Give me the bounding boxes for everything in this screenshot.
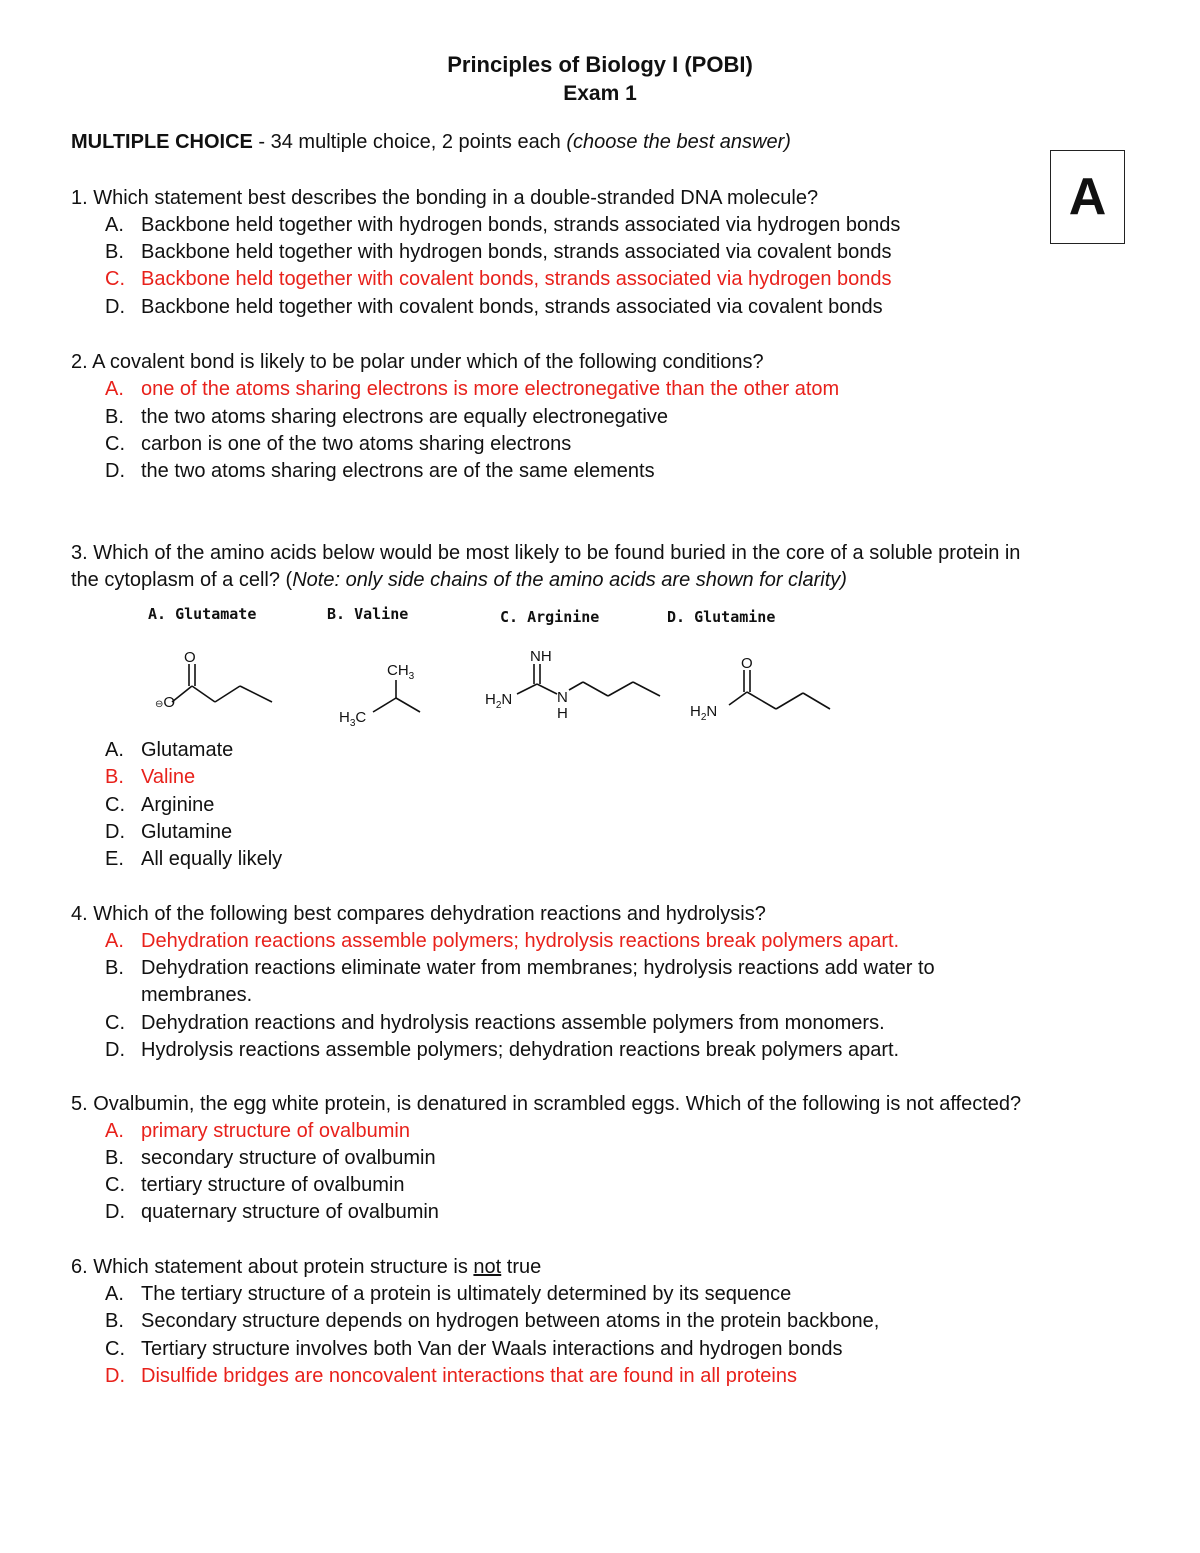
option-letter: D. — [105, 296, 125, 318]
option-text: Backbone held together with covalent bonds, strands associated via covalent bonds — [141, 296, 883, 318]
question-4-text: 4. Which of the following best compares dehydration reactions and hydrolysis? — [71, 903, 766, 925]
option-letter: D. — [105, 1039, 125, 1061]
arginine-h2n: $H_2N$ — [485, 691, 513, 711]
option-text: Tertiary structure involves both Van der Waals interactions and hydrogen bonds — [141, 1338, 843, 1360]
option-text: primary structure of ovalbumin — [141, 1120, 410, 1142]
option-text: one of the atoms sharing electrons is more electronegative than the other atom — [141, 378, 840, 400]
option-letter: D. — [105, 460, 125, 482]
document-title: Principles of Biology I (POBI) — [447, 52, 753, 77]
glutamate-ominus: ⊖O — [155, 694, 176, 711]
option-text: All equally likely — [141, 848, 283, 870]
option-text: secondary structure of ovalbumin — [141, 1147, 436, 1169]
question-6-text — [71, 1255, 541, 1279]
structure-label-valine: B. Valine — [327, 605, 409, 623]
question-3-note: Note: only side chains of the amino acids are shown for clarity) — [292, 569, 847, 591]
option-text: the two atoms sharing electrons are equally electronegative — [141, 406, 668, 428]
question-6-emphasis: not — [473, 1256, 502, 1278]
valine-h3c: $H_3C$ — [339, 709, 367, 729]
exam-version-box: A — [1050, 150, 1125, 244]
arginine-h: H — [557, 705, 568, 722]
option-letter: A. — [105, 930, 124, 952]
option-letter: C. — [105, 1338, 125, 1360]
option-letter: C. — [105, 794, 125, 816]
option-text: Disulfide bridges are noncovalent interactions that are found in all proteins — [141, 1365, 797, 1387]
option-text: Dehydration reactions and hydrolysis reactions assemble polymers from monomers. — [141, 1012, 885, 1034]
option-text: tertiary structure of ovalbumin — [141, 1174, 405, 1196]
option-letter: D. — [105, 821, 125, 843]
option-letter: C. — [105, 1012, 125, 1034]
option-letter: D. — [105, 1365, 125, 1387]
question-3-text-line1: 3. Which of the amino acids below would be most likely to be found buried in the core of a soluble protein in — [71, 542, 1021, 564]
option-letter: C. — [105, 268, 125, 290]
option-letter: B. — [105, 1310, 124, 1332]
glutamate-structure — [172, 664, 272, 702]
instructions-label: MULTIPLE CHOICE — [71, 131, 253, 153]
structure-label-arginine: C. Arginine — [500, 608, 600, 626]
option-letter: A. — [105, 739, 124, 761]
option-text: Backbone held together with covalent bonds, strands associated via hydrogen bonds — [141, 268, 892, 290]
option-text: The tertiary structure of a protein is ultimately determined by its sequence — [141, 1283, 792, 1305]
option-letter: A. — [105, 214, 124, 236]
valine-structure — [373, 680, 420, 712]
question-6-text-end: true — [501, 1256, 542, 1278]
question-2-text: 2. A covalent bond is likely to be polar under which of the following conditions? — [71, 351, 764, 373]
option-letter: A. — [105, 1120, 124, 1142]
valine-ch3: $CH_3$ — [387, 662, 415, 682]
arginine-nh: NH — [530, 648, 552, 665]
instructions-text: - 34 multiple choice, 2 points each — [252, 131, 567, 153]
option-letter: B. — [105, 241, 124, 263]
structure-label-glutamine: D. Glutamine — [667, 608, 776, 626]
glutamine-h2n: $H_2N$ — [690, 703, 718, 723]
option-text: Backbone held together with hydrogen bonds, strands associated via covalent bonds — [141, 241, 892, 263]
option-letter: B. — [105, 957, 124, 979]
option-text: the two atoms sharing electrons are of the same elements — [141, 460, 655, 482]
question-3-text-part: the cytoplasm of a cell? ( — [71, 569, 293, 591]
arginine-structure — [517, 664, 660, 696]
glutamate-carbonyl-o: O — [184, 649, 196, 666]
question-1-text: 1. Which statement best describes the bonding in a double-stranded DNA molecule? — [71, 187, 819, 209]
glutamine-carbonyl-o: O — [741, 655, 753, 672]
option-text: Backbone held together with hydrogen bonds, strands associated via hydrogen bonds — [141, 214, 901, 236]
question-6-text-part: 6. Which statement about protein structure is — [71, 1256, 474, 1278]
option-text: Dehydration reactions assemble polymers; hydrolysis reactions break polymers apart. — [141, 930, 900, 952]
structure-label-glutamate: A. Glutamate — [148, 605, 257, 623]
option-text: Dehydration reactions eliminate water from membranes; hydrolysis reactions add water to — [141, 957, 935, 979]
question-5-text: 5. Ovalbumin, the egg white protein, is denatured in scrambled eggs. Which of the following is not affected? — [71, 1093, 1022, 1115]
option-text: Secondary structure depends on hydrogen between atoms in the protein backbone, — [141, 1310, 880, 1332]
option-letter: A. — [105, 1283, 124, 1305]
option-letter: D. — [105, 1201, 125, 1223]
instructions-note: (choose the best answer) — [566, 131, 791, 153]
option-letter: B. — [105, 766, 124, 788]
arginine-n: N — [557, 689, 568, 706]
option-text: Arginine — [141, 794, 215, 816]
option-letter: A. — [105, 378, 124, 400]
option-letter: B. — [105, 1147, 124, 1169]
document-subtitle: Exam 1 — [563, 82, 637, 105]
option-text-continued: membranes. — [141, 984, 253, 1006]
option-text: Glutamate — [141, 739, 234, 761]
option-letter: B. — [105, 406, 124, 428]
option-text: Valine — [141, 766, 196, 788]
option-text: quaternary structure of ovalbumin — [141, 1201, 439, 1223]
option-letter: C. — [105, 433, 125, 455]
glutamine-structure — [729, 670, 830, 709]
option-letter: E. — [105, 848, 124, 870]
option-text: Hydrolysis reactions assemble polymers; dehydration reactions break polymers apart. — [141, 1039, 900, 1061]
option-text: carbon is one of the two atoms sharing electrons — [141, 433, 572, 455]
option-text: Glutamine — [141, 821, 233, 843]
option-letter: C. — [105, 1174, 125, 1196]
